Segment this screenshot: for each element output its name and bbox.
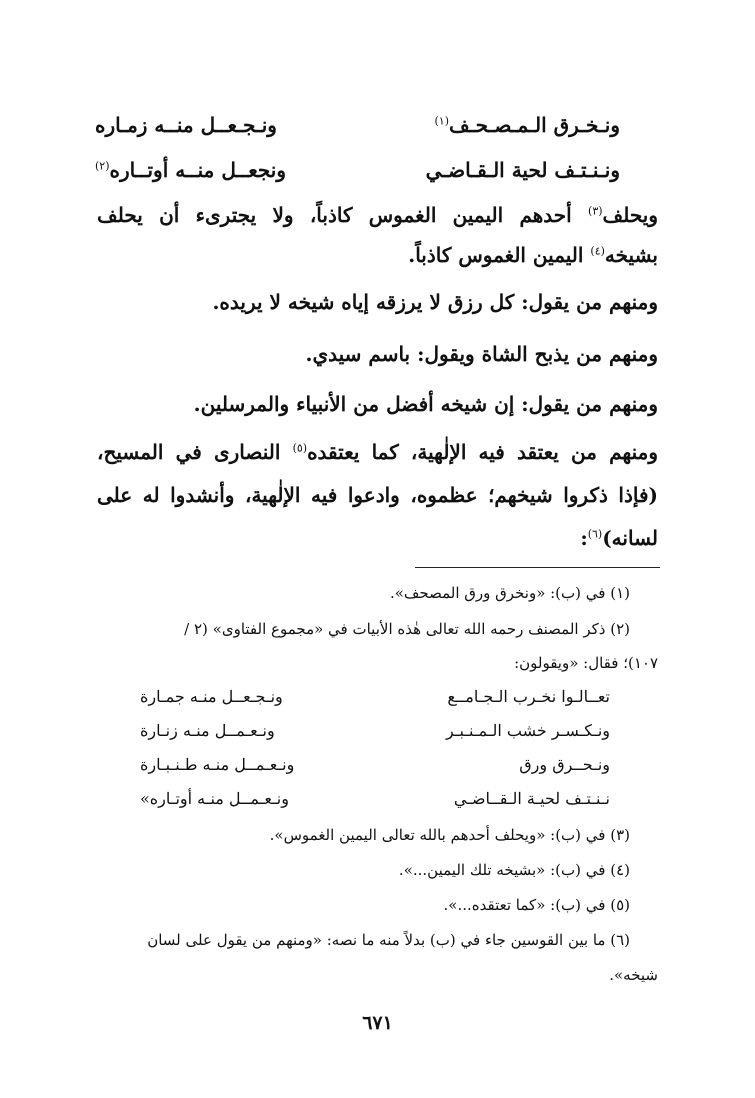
footnote-verse-2-left: ونـعـمــل منـه زنـارة	[140, 721, 275, 740]
verse-2-left-hemistich: ونجعــل منــه أوتــاره$^{(٢)}$	[95, 158, 287, 182]
footnote-verse-3	[140, 755, 610, 781]
footnote-verse-4-left: ونـعـمــل منـه أوتـاره»	[140, 789, 289, 808]
footnote-1: (١) في (ب): «ونخرق ورق المصحف».	[389, 584, 630, 602]
footnote-ref-2: (٢)	[95, 159, 110, 173]
footnote-4: (٤) في (ب): «بشيخه تلك اليمين...».	[398, 861, 630, 879]
verse-2-right-hemistich: ونـنـتـف لحية الـقـاضـي	[425, 158, 620, 182]
verse-1-left-hemistich: ونـجـعــل منــه زمـاره	[95, 113, 277, 137]
saying-3: ومنهم من يقول: إن شيخه أفضل من الأنبياء والمرسلين.	[193, 392, 658, 416]
footnote-2-line-2: ١٠٧)؛ فقال: «ويقولون:	[514, 654, 658, 672]
saying-2: ومنهم من يذبح الشاة ويقول: باسم سيدي.	[305, 342, 658, 366]
page-number: ٦٧١	[362, 1012, 393, 1034]
paragraph-2-line-1: ومنهم من يعتقد فيه الإلٰهية، كما يعتقده$^{(٥)}$ النصارى في المسيح،	[97, 440, 659, 464]
footnote-ref-1: (١)	[434, 114, 450, 128]
verse-1-right-hemistich: ونـخـرق الـمـصـحـف$^{(١)}$	[434, 113, 620, 137]
footnote-6-line-2: شيخه».	[609, 966, 658, 984]
footnote-ref-4: (٤)	[590, 244, 605, 258]
footnote-verse-1-right: تعــالـوا نخـرب الـجـامــع	[447, 687, 610, 706]
footnote-separator	[415, 567, 660, 568]
footnote-6-line-1: (٦) ما بين القوسين جاء في (ب) بدلاً منه ما نصه: «ومنهم من يقول على لسان	[147, 931, 630, 949]
footnote-verse-3-right: ونـحــرق ورق	[519, 755, 610, 774]
footnote-ref-3: (٣)	[588, 204, 603, 218]
footnote-verse-1	[140, 687, 610, 713]
footnote-5: (٥) في (ب): «كما تعتقده...».	[443, 896, 630, 914]
verse-line-1	[95, 113, 620, 149]
footnote-verse-3-left: ونـعـمــل منـه طـنـبـارة	[140, 755, 295, 774]
footnote-verse-4-right: نـنـتـف لحيـة الـقــاضـي	[453, 789, 610, 808]
footnote-3: (٣) في (ب): «ويحلف أحدهم بالله تعالى اليمين الغموس».	[269, 826, 630, 844]
paragraph-1-line-2: بشيخه$^{(٤)}$ اليمين الغموس كاذباً.	[408, 243, 658, 267]
footnote-ref-5: (٥)	[292, 441, 308, 455]
paragraph-2-line-2: (فإذا ذكروا شيخهم؛ عظموه، وادعوا فيه الإلٰهية، وأنشدوا له على	[97, 483, 658, 507]
saying-1: ومنهم من يقول: كل رزق لا يرزقه إياه شيخه لا يريده.	[212, 290, 658, 314]
footnote-verse-1-left: ونـجـعــل منـه جمـارة	[140, 687, 283, 706]
paragraph-1-line-1: ويحلف$^{(٣)}$ أحدهم اليمين الغموس كاذباً، ولا يجترىء أن يحلف	[97, 203, 658, 227]
footnote-verse-2	[140, 721, 610, 747]
footnote-verse-2-right: ونـكـسـر خشب الـمـنـبـر	[445, 721, 610, 740]
footnote-ref-6: (٦)	[587, 527, 603, 541]
footnote-2-line-1: (٢) ذكر المصنف رحمه الله تعالى هٰذه الأبيات في «مجموع الفتاوى» (٢ /	[184, 620, 630, 638]
paragraph-2-line-3: لسانه)$^{(٦)}$:	[580, 526, 658, 550]
footnote-verse-4	[140, 789, 610, 815]
verse-line-2	[95, 158, 620, 194]
